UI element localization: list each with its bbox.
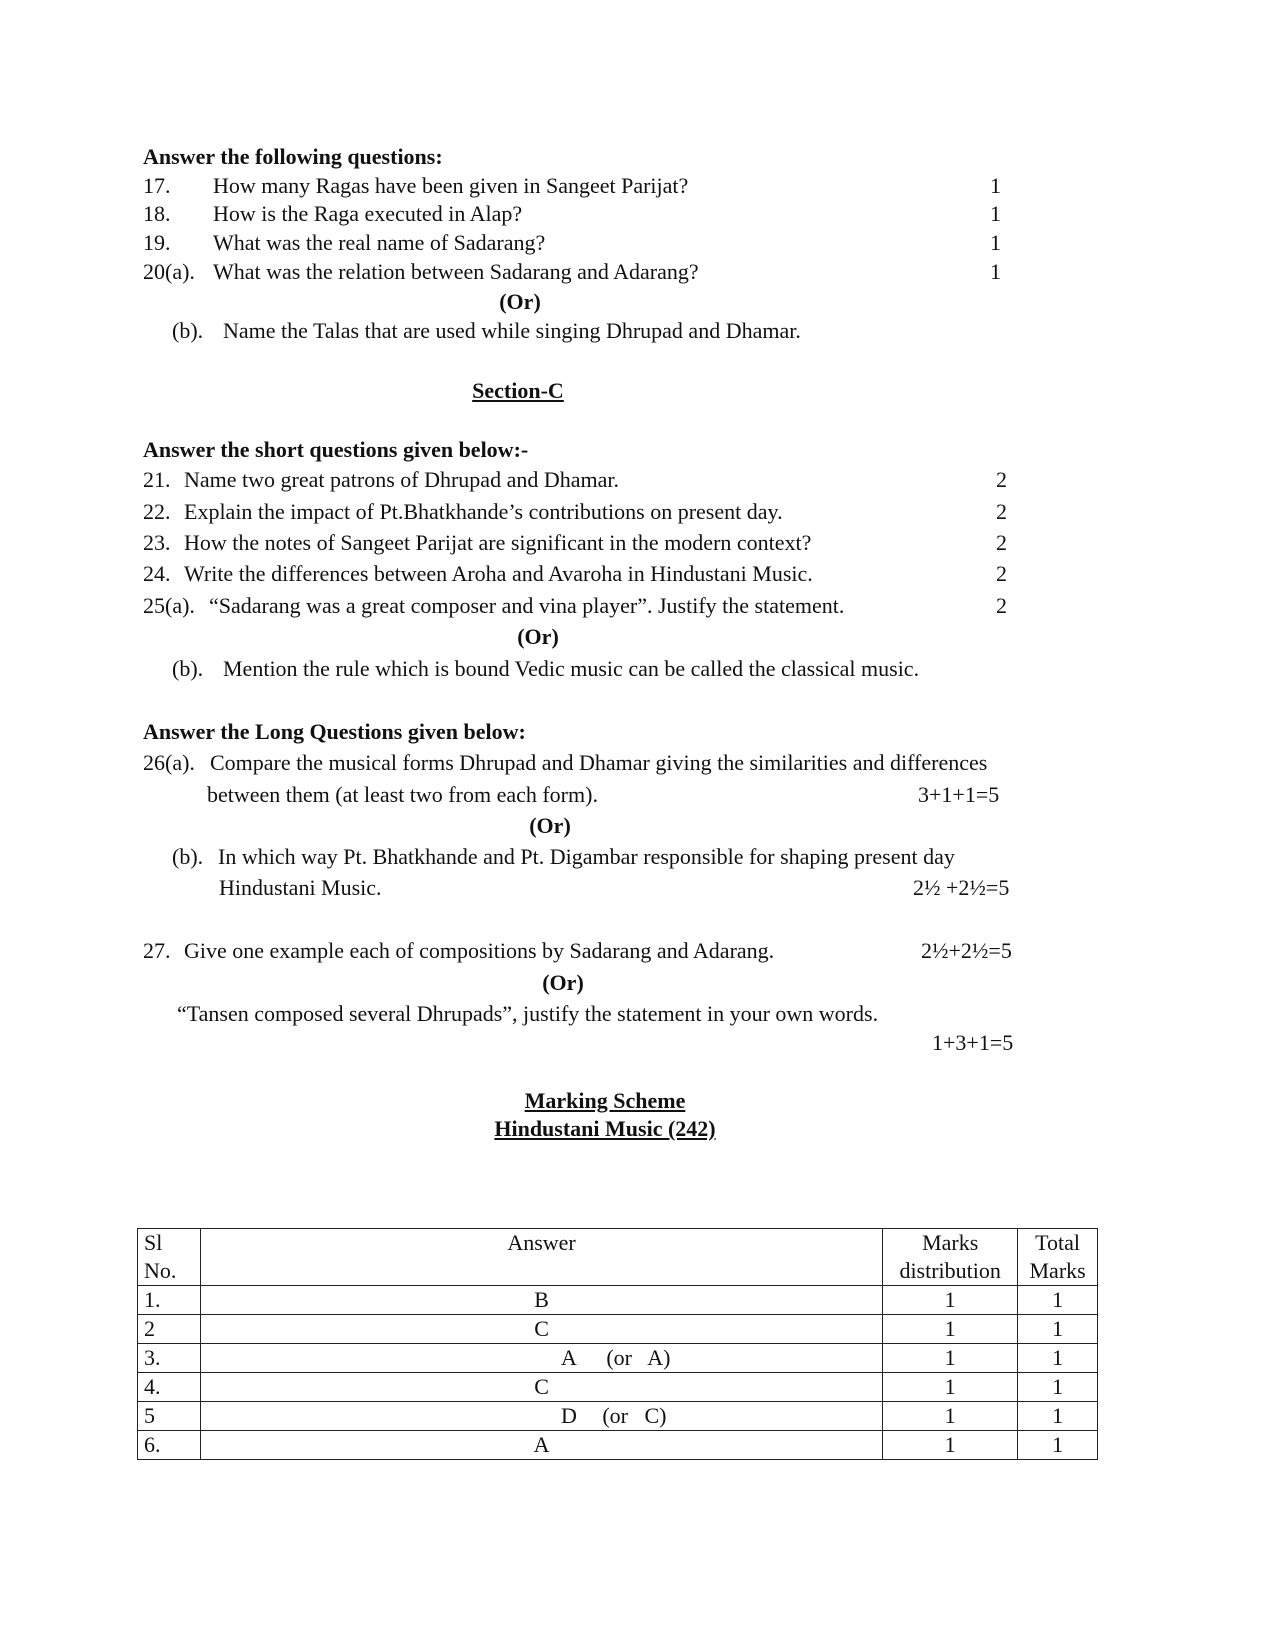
question-text: What was the real name of Sadarang? (213, 230, 546, 255)
question-number: 21. (143, 467, 171, 492)
cell-sl: 3. (138, 1344, 201, 1373)
marking-scheme-table (137, 1228, 1098, 1460)
or-separator: (Or) (542, 970, 584, 995)
question-number: 25(a). (143, 593, 195, 618)
question-marks: 2 (996, 593, 1007, 618)
or-separator: (Or) (499, 289, 541, 314)
cell-sl: 6. (138, 1431, 201, 1460)
question-text: Hindustani Music. (219, 875, 382, 900)
question-marks: 1 (990, 230, 1001, 255)
cell-total: 1 (1018, 1373, 1098, 1402)
question-marks: 2 (996, 499, 1007, 524)
question-marks: 3+1+1=5 (918, 782, 1000, 807)
question-marks: 1 (990, 259, 1001, 284)
cell-marks: 1 (883, 1344, 1018, 1373)
cell-total: 1 (1018, 1402, 1098, 1431)
cell-marks: 1 (883, 1402, 1018, 1431)
cell-marks: 1 (883, 1373, 1018, 1402)
question-text: between them (at least two from each form). (207, 782, 598, 807)
cell-marks: 1 (883, 1315, 1018, 1344)
header-marks-line1: Marks (922, 1230, 979, 1255)
cell-marks: 1 (883, 1431, 1018, 1460)
question-number: (b). (172, 318, 204, 343)
table-row (138, 1286, 1098, 1315)
header-answer: Answer (200, 1229, 882, 1286)
question-text: “Tansen composed several Dhrupads”, justify the statement in your own words. (177, 1001, 879, 1026)
cell-marks: 1 (883, 1286, 1018, 1315)
answer-letter: C (534, 1316, 549, 1341)
question-text: Name two great patrons of Dhrupad and Dhamar. (184, 467, 619, 492)
question-marks: 1 (990, 201, 1001, 226)
question-number: (b). (172, 656, 204, 681)
long-questions-heading: Answer the Long Questions given below: (143, 719, 526, 744)
marking-scheme-title: Marking Scheme (524, 1088, 686, 1113)
question-text: What was the relation between Sadarang and Adarang? (213, 259, 699, 284)
cell-total: 1 (1018, 1315, 1098, 1344)
cell-sl: 5 (138, 1402, 201, 1431)
question-text: How is the Raga executed in Alap? (213, 201, 523, 226)
table-row (138, 1373, 1098, 1402)
header-sl-line1: Sl (144, 1230, 163, 1255)
cell-sl: 2 (138, 1315, 201, 1344)
cell-total: 1 (1018, 1344, 1098, 1373)
cell-sl: 1. (138, 1286, 201, 1315)
answer-letter: C (534, 1374, 549, 1399)
question-text: Mention the rule which is bound Vedic music can be called the classical music. (223, 656, 920, 681)
question-text: Give one example each of compositions by Sadarang and Adarang. (184, 938, 775, 963)
part-b-heading: Answer the following questions: (143, 144, 443, 169)
question-text: How the notes of Sangeet Parijat are significant in the modern context? (184, 530, 812, 555)
question-number: 23. (143, 530, 171, 555)
or-separator: (Or) (529, 813, 571, 838)
question-text: In which way Pt. Bhatkhande and Pt. Digambar responsible for shaping present day (218, 844, 955, 869)
answer-letter: B (534, 1287, 549, 1312)
question-marks: 2½ +2½=5 (913, 875, 1010, 900)
question-text: “Sadarang was a great composer and vina player”. Justify the statement. (209, 593, 845, 618)
answer-alternative: (or A) (606, 1345, 671, 1370)
cell-answer (200, 1344, 882, 1373)
question-number: 18. (143, 201, 171, 226)
question-text: How many Ragas have been given in Sangeet Parijat? (213, 173, 689, 198)
header-marks-line2: distribution (899, 1258, 1001, 1283)
question-marks: 1+3+1=5 (932, 1030, 1014, 1055)
answer-letter: D (560, 1403, 577, 1428)
question-marks: 2½+2½=5 (921, 938, 1012, 963)
question-number: (b). (172, 844, 204, 869)
table-row (138, 1315, 1098, 1344)
question-marks: 2 (996, 561, 1007, 586)
cell-total: 1 (1018, 1431, 1098, 1460)
answer-letter: A (560, 1345, 577, 1370)
cell-answer (200, 1286, 882, 1315)
table-row (138, 1402, 1098, 1431)
question-number: 26(a). (143, 750, 195, 775)
cell-answer (200, 1373, 882, 1402)
question-number: 22. (143, 499, 171, 524)
question-marks: 1 (990, 173, 1001, 198)
cell-answer (200, 1402, 882, 1431)
answer-letter: A (533, 1432, 550, 1457)
question-marks: 2 (996, 467, 1007, 492)
header-total-marks (1018, 1229, 1098, 1286)
question-number: 17. (143, 173, 171, 198)
cell-answer (200, 1431, 882, 1460)
cell-answer (200, 1315, 882, 1344)
or-separator: (Or) (517, 624, 559, 649)
table-header-row (138, 1229, 1098, 1286)
header-marks-distribution (883, 1229, 1018, 1286)
answer-alternative: (or C) (602, 1403, 667, 1428)
short-questions-heading: Answer the short questions given below:- (143, 437, 529, 462)
question-marks: 2 (996, 530, 1007, 555)
header-sl-no (138, 1229, 201, 1286)
header-sl-line2: No. (144, 1258, 177, 1283)
question-text: Explain the impact of Pt.Bhatkhande’s contributions on present day. (184, 499, 783, 524)
question-text: Write the differences between Aroha and Avaroha in Hindustani Music. (184, 561, 813, 586)
question-number: 19. (143, 230, 171, 255)
table-row (138, 1344, 1098, 1373)
question-text: Compare the musical forms Dhrupad and Dhamar giving the similarities and differences (210, 750, 988, 775)
question-text: Name the Talas that are used while singing Dhrupad and Dhamar. (223, 318, 801, 343)
cell-sl: 4. (138, 1373, 201, 1402)
question-number: 20(a). (143, 259, 195, 284)
header-total-line2: Marks (1029, 1258, 1086, 1283)
question-number: 24. (143, 561, 171, 586)
section-c-title: Section-C (472, 378, 564, 403)
header-total-line1: Total (1035, 1230, 1081, 1255)
marking-scheme-subtitle: Hindustani Music (242) (494, 1116, 716, 1141)
question-number: 27. (143, 938, 171, 963)
cell-total: 1 (1018, 1286, 1098, 1315)
table-row (138, 1431, 1098, 1460)
